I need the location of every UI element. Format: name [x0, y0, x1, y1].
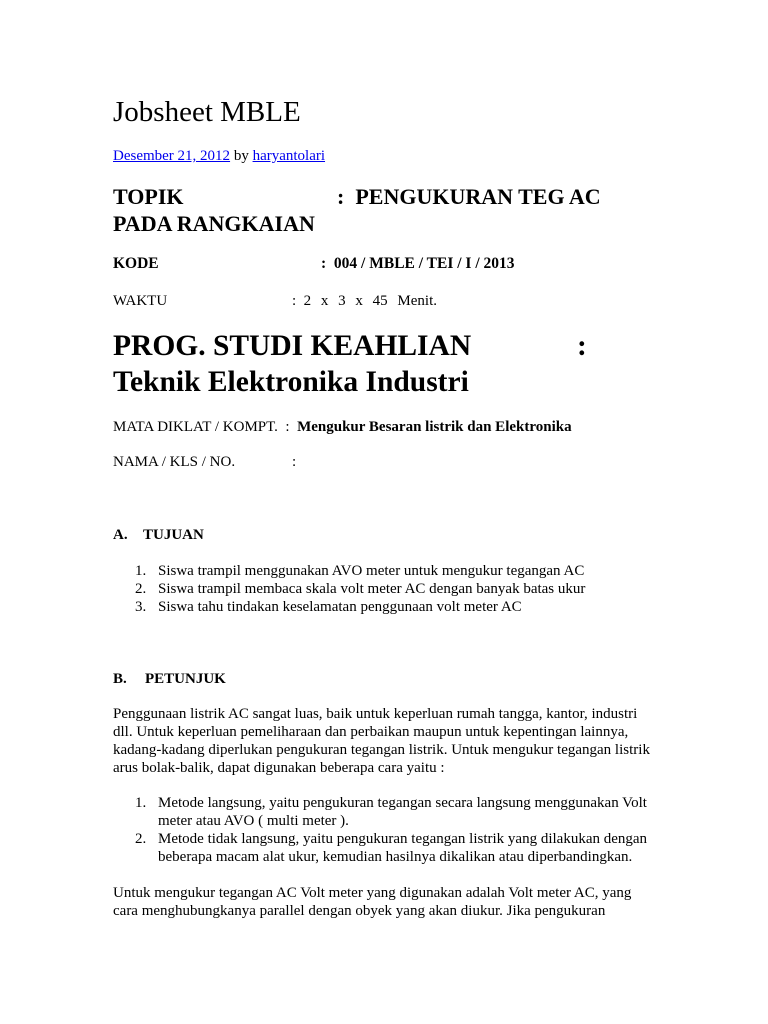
list-item [113, 830, 658, 866]
mata-value: Mengukur Besaran listrik dan Elektronika [297, 419, 572, 435]
paragraph-line: cara menghubungkanya parallel dengan obyek yang akan diukur. Jika pengukuran [113, 903, 606, 919]
kode-label: KODE [113, 255, 159, 272]
topik-row [113, 183, 673, 237]
kode-sep: : [321, 255, 327, 272]
paragraph-line: dll. Untuk keperluan pemeliharaan dan perbaikan maupun untuk kepentingan lainnya, [113, 724, 629, 740]
mata-row [113, 417, 572, 437]
metode-list [113, 794, 658, 866]
list-item-text: Siswa trampil menggunakan AVO meter untuk mengukur tegangan AC [158, 563, 585, 579]
section-b-letter: B. [113, 671, 127, 687]
section-b-title: PETUNJUK [145, 671, 226, 687]
topik-value: PENGUKURAN TEG AC [355, 184, 601, 209]
post-date-link[interactable]: Desember 21, 2012 [113, 148, 231, 164]
list-item [113, 794, 658, 830]
waktu-value: 2 x 3 x 45 Menit. [303, 293, 438, 309]
tujuan-list [113, 562, 658, 616]
section-a-heading [113, 525, 204, 545]
list-number: 2. [135, 581, 147, 597]
topik-value-cont: PADA RANGKAIAN [113, 211, 315, 236]
topik-label: TOPIK [113, 184, 184, 209]
list-number: 2. [135, 831, 147, 847]
list-item-text: Siswa tahu tindakan keselamatan penggunaan volt meter AC [158, 599, 522, 615]
prog-value: Teknik Elektronika Industri [113, 366, 469, 398]
list-number: 1. [135, 795, 147, 811]
post-meta [113, 147, 325, 166]
waktu-row [113, 291, 437, 311]
list-item [113, 562, 658, 580]
list-number: 1. [135, 563, 147, 579]
list-number: 3. [135, 599, 147, 615]
list-item-text: meter atau AVO ( multi meter ). [158, 813, 349, 829]
nama-sep: : [292, 454, 297, 470]
section-b-heading [113, 669, 226, 689]
page-title: Jobsheet MBLE [113, 96, 301, 128]
petunjuk-outro [113, 884, 658, 920]
prog-label: PROG. STUDI KEAHLIAN [113, 330, 472, 362]
author-link[interactable]: haryantolari [252, 148, 326, 164]
section-a-title: TUJUAN [143, 527, 204, 543]
list-item-text: Metode tidak langsung, yaitu pengukuran tegangan listrik yang dilakukan dengan [158, 831, 648, 847]
paragraph-line: Penggunaan listrik AC sangat luas, baik untuk keperluan rumah tangga, kantor, industri [113, 706, 638, 722]
list-item-text: Metode langsung, yaitu pengukuran tegangan secara langsung menggunakan Volt [158, 795, 647, 811]
list-item [113, 580, 658, 598]
mata-sep: : [285, 419, 290, 435]
kode-row [113, 254, 515, 274]
section-a-letter: A. [113, 527, 128, 543]
waktu-sep: : [292, 293, 297, 309]
paragraph-line: kadang-kadang diperlukan pengukuran tegangan listrik. Untuk mengukur tegangan listrik [113, 742, 650, 758]
list-item [113, 598, 658, 616]
mata-label: MATA DIKLAT / KOMPT. [113, 419, 278, 435]
nama-label: NAMA / KLS / NO. [113, 454, 236, 470]
paragraph-line: Untuk mengukur tegangan AC Volt meter yang digunakan adalah Volt meter AC, yang [113, 885, 632, 901]
prog-sep: : [577, 330, 587, 362]
petunjuk-intro [113, 705, 658, 777]
topik-sep: : [337, 184, 345, 209]
list-item-text: beberapa macam alat ukur, kemudian hasilnya dikalikan atau diperbandingkan. [158, 849, 633, 865]
nama-row [113, 452, 296, 472]
by-label: by [233, 148, 249, 164]
kode-value: 004 / MBLE / TEI / I / 2013 [333, 255, 515, 272]
paragraph-line: arus bolak-balik, dapat digunakan beberapa cara yaitu : [113, 760, 445, 776]
prog-row [113, 328, 673, 400]
waktu-label: WAKTU [113, 293, 168, 309]
list-item-text: Siswa trampil membaca skala volt meter AC dengan banyak batas ukur [158, 581, 586, 597]
